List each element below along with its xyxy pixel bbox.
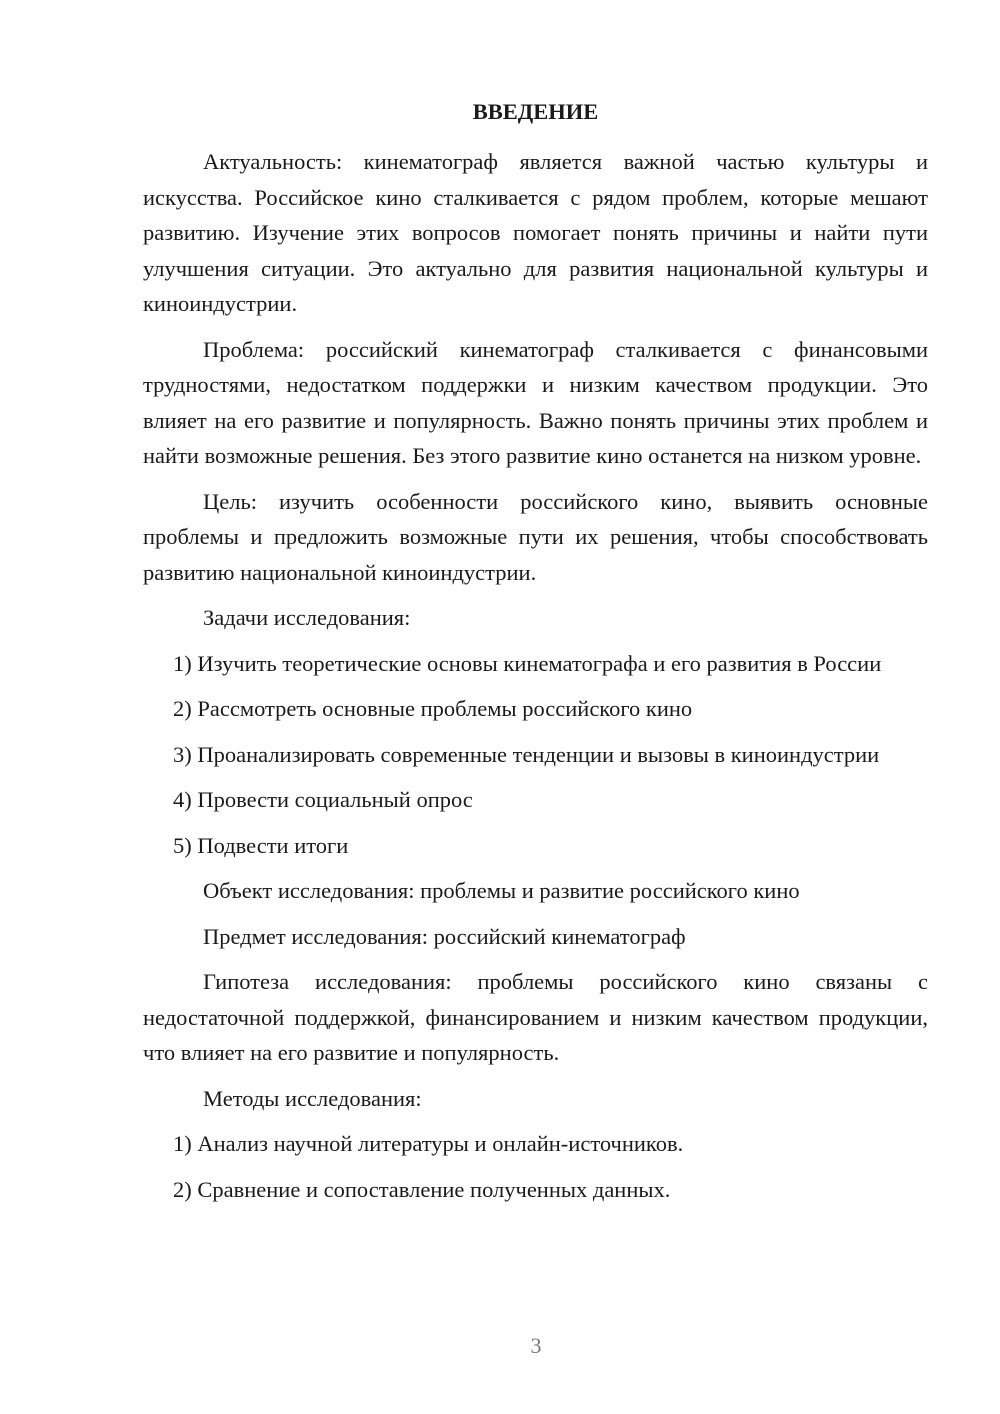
page-body <box>143 94 928 1217</box>
goal-paragraph: Цель: изучить особенности российского кино, выявить основные проблемы и предложить возможные пути их решения, чтобы способствовать развитию национальной киноиндустрии. <box>143 488 928 585</box>
task-item-1: 1) Изучить теоретические основы кинематографа и его развития в России <box>173 650 882 676</box>
subject-paragraph: Предмет исследования: российский кинематограф <box>203 923 686 949</box>
object-paragraph: Объект исследования: проблемы и развитие российского кино <box>203 878 800 903</box>
page-title: ВВЕДЕНИЕ <box>472 99 599 124</box>
task-item-3: 3) Проанализировать современные тенденции и вызовы в киноиндустрии <box>173 741 880 767</box>
method-item-1: 1) Анализ научной литературы и онлайн-источников. <box>173 1131 684 1156</box>
task-item-2: 2) Рассмотреть основные проблемы российского кино <box>173 696 693 721</box>
methods-heading: Методы исследования: <box>203 1085 422 1111</box>
problem-paragraph: Проблема: российский кинематограф сталкивается с финансовыми трудностями, недостатком поддержки и низким качеством продукции. Это влияет на его развитие и популярность. Важно понять причины этих проблем и найти возможные решения. Без этого развитие кино останется на низком уровне. <box>143 336 928 468</box>
task-item-4: 4) Провести социальный опрос <box>173 787 473 812</box>
hypothesis-paragraph: Гипотеза исследования: проблемы российского кино связаны с недостаточной поддержкой, финансированием и низким качеством продукции, что влияет на его развитие и популярность. <box>143 969 928 1065</box>
method-item-2: 2) Сравнение и сопоставление полученных данных. <box>173 1176 671 1202</box>
page-number: 3 <box>530 1333 542 1358</box>
tasks-heading: Задачи исследования: <box>203 605 411 630</box>
relevance-paragraph: Актуальность: кинематограф является важной частью культуры и искусства. Российское кино сталкивается с рядом проблем, которые мешают развитию. Изучение этих вопросов помогает понять причины и найти пути улучшения ситуации. Это актуально для развития национальной культуры и киноиндустрии. <box>143 149 928 316</box>
task-item-5: 5) Подвести итоги <box>173 832 349 858</box>
